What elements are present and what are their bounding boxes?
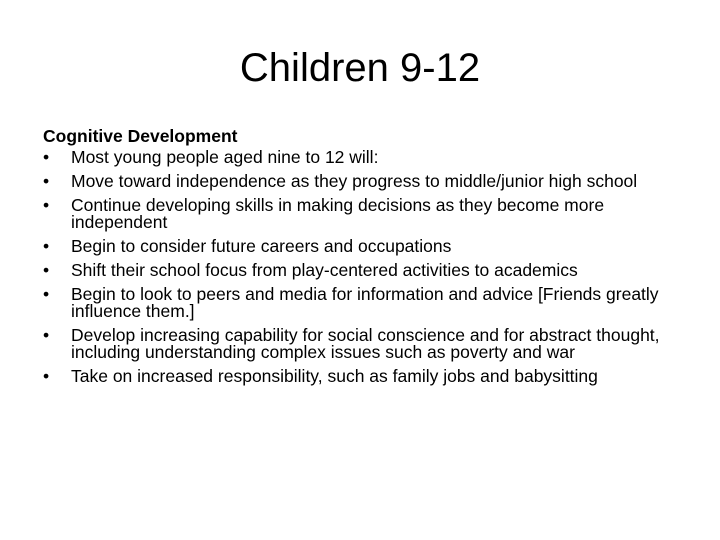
bullet-item <box>43 286 693 320</box>
bullet-item <box>43 238 693 255</box>
bullet-text: Most young people aged nine to 12 will: <box>71 147 379 167</box>
slide-title: Children 9-12 <box>239 46 481 90</box>
bullet-text: Move toward independence as they progress to middle/junior high school <box>71 171 638 191</box>
bullet-item <box>43 327 693 361</box>
bullet-item <box>43 173 693 190</box>
bullet-icon: • <box>43 366 50 386</box>
bullet-icon: • <box>43 325 50 345</box>
bullet-icon: • <box>43 236 50 256</box>
bullet-text: Begin to consider future careers and occupations <box>71 236 452 256</box>
bullet-item <box>43 262 693 279</box>
bullet-item <box>43 149 693 166</box>
section-heading: Cognitive Development <box>43 126 238 146</box>
bullet-item <box>43 197 693 231</box>
slide-content <box>43 126 693 392</box>
bullet-text: Develop increasing capability for social conscience and for abstract thought, including understanding complex issues such as poverty and war <box>71 325 660 362</box>
bullet-item <box>43 368 693 385</box>
bullet-icon: • <box>43 260 50 280</box>
bullet-text: Shift their school focus from play-centered activities to academics <box>71 260 578 280</box>
bullet-icon: • <box>43 284 50 304</box>
bullet-icon: • <box>43 147 50 167</box>
bullet-text: Begin to look to peers and media for information and advice [Friends greatly influence them.] <box>71 284 659 321</box>
bullet-text: Continue developing skills in making decisions as they become more independent <box>71 195 605 232</box>
bullet-icon: • <box>43 195 50 215</box>
bullet-icon: • <box>43 171 50 191</box>
bullet-text: Take on increased responsibility, such as family jobs and babysitting <box>71 366 598 386</box>
bullet-list <box>43 149 693 385</box>
